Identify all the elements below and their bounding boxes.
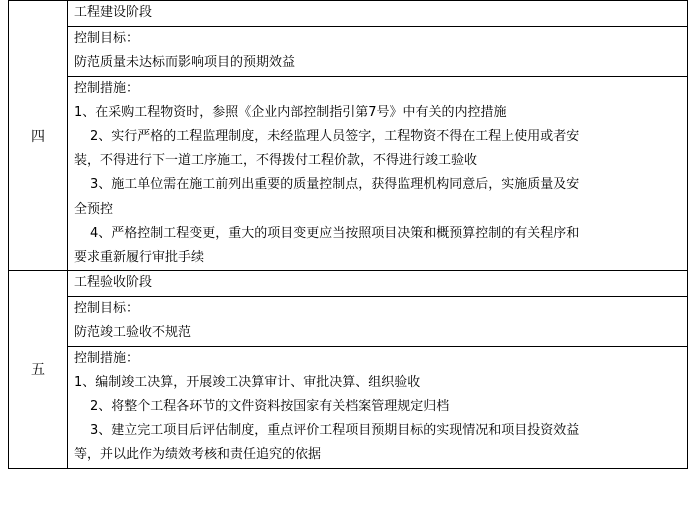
target-cell	[68, 296, 688, 346]
measure-line: 要求重新履行审批手续	[74, 249, 205, 265]
target-label: 控制目标：	[74, 300, 140, 316]
measures-label: 控制措施：	[74, 350, 140, 366]
section-5-stage-row	[9, 271, 688, 297]
measures-label: 控制措施：	[74, 80, 140, 96]
measure-line: 1、在采购工程物资时，参照《企业内部控制指引第7号》中有关的内控措施	[74, 104, 507, 120]
stage-cell	[68, 271, 688, 297]
section-4-stage-row	[9, 1, 688, 27]
stage-title: 工程验收阶段	[74, 275, 153, 291]
target-label: 控制目标：	[74, 30, 140, 46]
measure-line: 4、严格控制工程变更，重大的项目变更应当按照项目决策和概预算控制的有关程序和	[90, 225, 580, 241]
stage-cell	[68, 1, 688, 27]
measure-line: 3、施工单位需在施工前列出重要的质量控制点，获得监理机构同意后，实施质量及安	[90, 177, 580, 193]
measures-cell	[68, 346, 688, 468]
stage-title: 工程建设阶段	[74, 5, 153, 20]
measure-line: 装，不得进行下一道工序施工，不得拨付工程价款，不得进行竣工验收	[74, 153, 478, 169]
target-text: 防范竣工验收不规范	[74, 325, 192, 341]
control-measures-table	[8, 0, 688, 469]
measure-line: 2、实行严格的工程监理制度，未经监理人员签字，工程物资不得在工程上使用或者安	[90, 128, 580, 144]
measure-line: 3、建立完工项目后评估制度，重点评价工程项目预期目标的实现情况和项目投资效益	[90, 423, 580, 439]
measure-line: 2、将整个工程各环节的文件资料按国家有关档案管理规定归档	[90, 399, 450, 415]
section-4-measures-row	[9, 76, 688, 271]
section-number: 四	[9, 1, 68, 271]
section-5-target-row	[9, 296, 688, 346]
target-text: 防范质量未达标而影响项目的预期效益	[74, 55, 296, 70]
section-4-target-row	[9, 26, 688, 76]
section-number: 五	[9, 271, 68, 469]
measures-cell	[68, 76, 688, 271]
measure-line: 全预控	[74, 201, 114, 217]
section-5-measures-row	[9, 346, 688, 468]
measure-line: 等，并以此作为绩效考核和责任追究的依据	[74, 447, 322, 463]
target-cell	[68, 26, 688, 76]
measure-line: 1、编制竣工决算，开展竣工决算审计、审批决算、组织验收	[74, 374, 421, 390]
